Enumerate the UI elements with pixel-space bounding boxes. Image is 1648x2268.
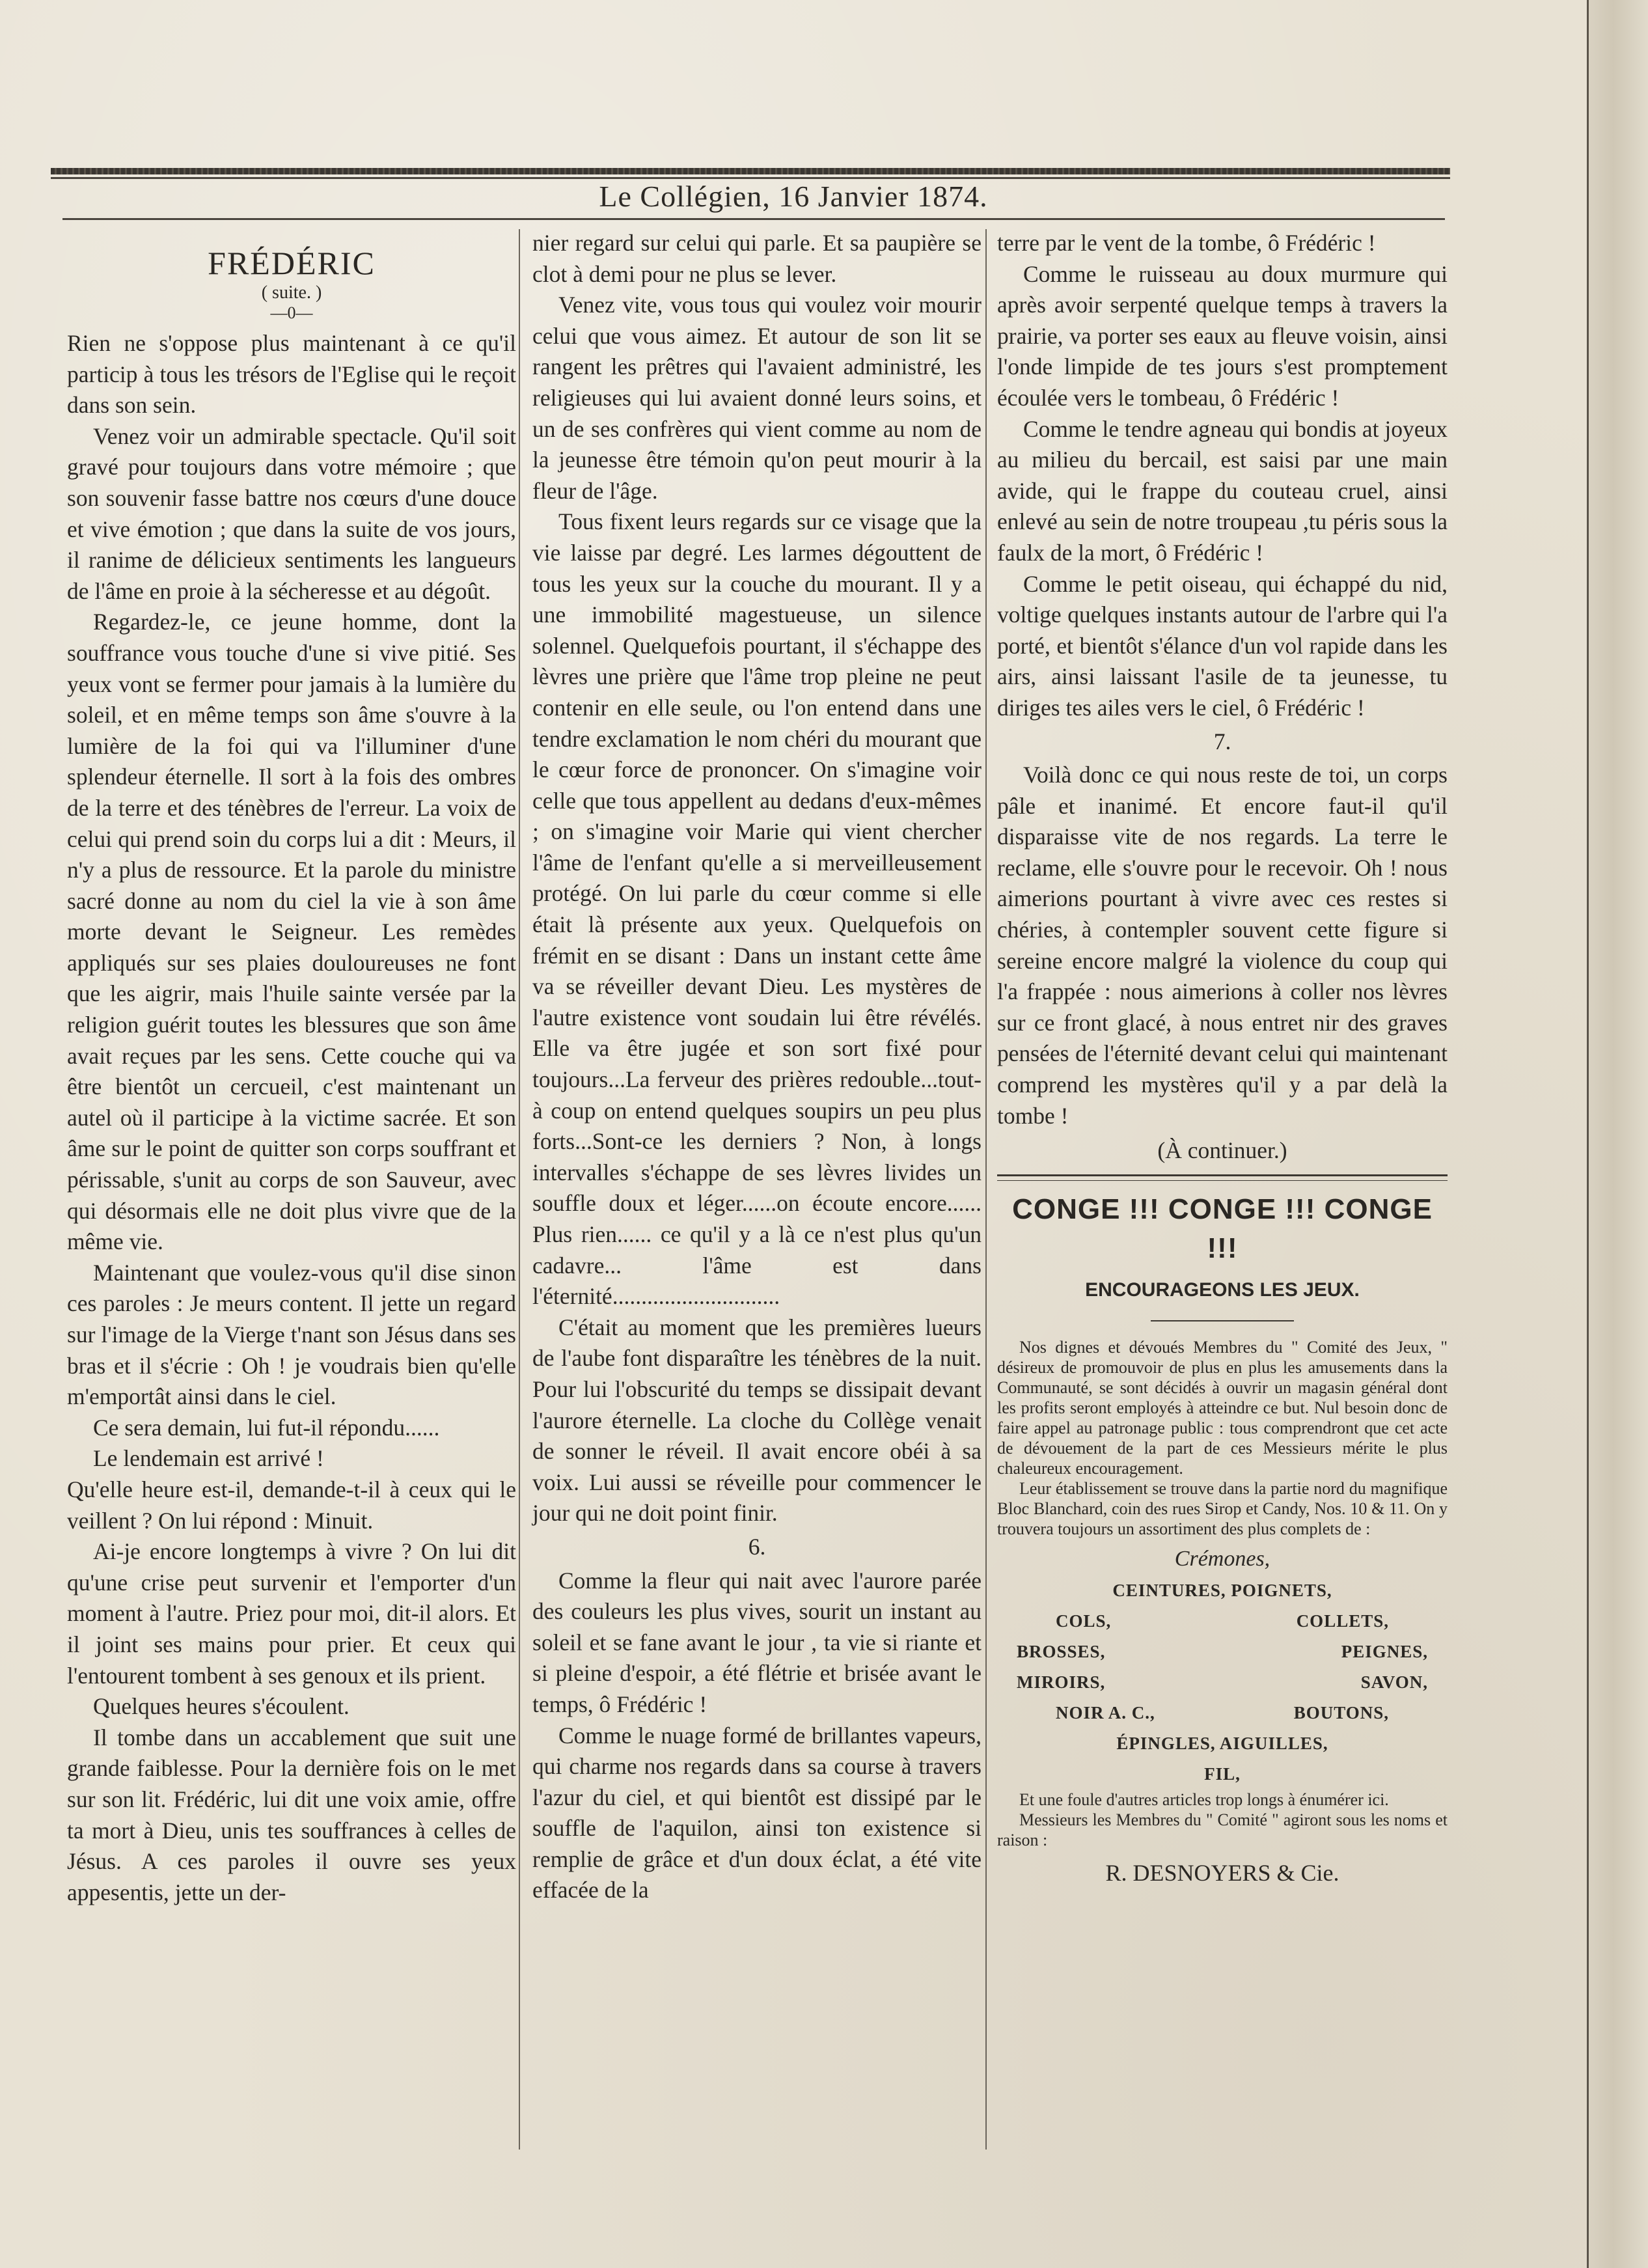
ad-paragraph: Leur établissement se trouve dans la partie nord du magnifique Bloc Blanchard, coin des rues Sirop et Candy, Nos. 10 & 11. On y trouvera toujours un assortiment des plus complets de : bbox=[997, 1478, 1448, 1538]
ad-item: SAVON, bbox=[1360, 1672, 1428, 1692]
ad-paragraph: Messieurs les Membres du " Comité " agiront sous les noms et raison : bbox=[997, 1810, 1448, 1849]
ad-item: NOIR A. C., bbox=[1056, 1702, 1155, 1722]
paragraph: Comme le tendre agneau qui bondis at joyeux au milieu du bercail, est saisi par une main avide, qui le frappe du couteau cruel, ainsi enlevé au sein de notre troupeau ,tu péris sous la faulx de la mort, ô Frédéric ! bbox=[997, 415, 1448, 566]
ad-top-rule bbox=[997, 1174, 1448, 1176]
column-2 bbox=[532, 228, 982, 2200]
ad-subtitle: ENCOURAGEONS LES JEUX. bbox=[1085, 1279, 1360, 1301]
paragraph: Il tombe dans un accablement que suit une grande faiblesse. Pour la dernière fois on le met sur son lit. Frédéric, lui dit une voix amie, offre ta mort à Dieu, unis tes souffrances à celles de Jésus. A ces paroles il ouvre ses yeux appesentis, jette un der- bbox=[67, 1724, 516, 1905]
paragraph: Quelques heures s'écoulent. bbox=[93, 1693, 350, 1720]
ad-signature: R. DESNOYERS & Cie. bbox=[1105, 1859, 1339, 1886]
paragraph: terre par le vent de la tombe, ô Frédéric ! bbox=[997, 230, 1376, 256]
paragraph: Comme le nuage formé de brillantes vapeurs, qui charme nos regards dans sa course à travers l'azur du ciel, et qui bientôt est dissipé par le souffle de l'aquilon, ainsi ton existence si remplie de grâce et d'un doux éclat, a été vite effacée de la bbox=[532, 1722, 982, 1903]
section-number: 6. bbox=[748, 1533, 766, 1560]
masthead-rule bbox=[62, 218, 1445, 220]
paragraph: Comme le ruisseau au doux murmure qui après avoir serpenté quelque temps à travers la prairie, va porter ses eaux au fleuve voisin, ainsi l'onde limpide de tes jours s'est promptement écoulée vers le tombeau, ô Frédéric ! bbox=[997, 260, 1448, 411]
paragraph: Voilà donc ce qui nous reste de toi, un corps pâle et inanimé. Et encore faut-il qu'il disparaisse vite de nos regards. La terre le reclame, elle s'ouvre pour le recevoir. Oh ! nous aimerions pourtant à vivre avec ces restes si chéries, à contempler souvent cette figure si sereine encore malgré la violence du coup qui l'a frappée : nous aimerions à coller nos lèvres sur ce front glacé, à nous entret nir des graves pensées de l'éternité devant celui qui maintenant comprend les mystères qu'il y a par delà la tombe ! bbox=[997, 762, 1448, 1129]
article-subtitle: ( suite. ) bbox=[261, 283, 322, 303]
top-rule bbox=[51, 168, 1450, 174]
ad-title: CONGE !!! CONGE !!! CONGE !!! bbox=[1012, 1193, 1433, 1264]
paragraph: Le lendemain est arrivé ! bbox=[93, 1445, 324, 1472]
to-be-continued: (À continuer.) bbox=[1157, 1137, 1287, 1164]
column-separator bbox=[519, 229, 520, 2150]
ad-paragraph: Nos dignes et dévoués Membres du " Comité des Jeux, " désireux de promouvoir de plus en plus les amusements dans la Communauté, se sont décidés à ouvrir un magasin général dont les profits seront employés à atteindre ce but. Nul besoin donc de faire appel au patronage public : tous comprendront que cet acte de dévouement de la part de ces Messieurs mérite le plus chaleureux encouragement. bbox=[997, 1337, 1448, 1478]
paragraph: Regardez-le, ce jeune homme, dont la souffrance vous touche d'une si vive pitié. Ses yeux vont se fermer pour jamais à la lumière du soleil, et en même temps son âme s'ouvre à la lumière de la foi qui va l'illuminer d'une splendeur éternelle. Il sort à la fois des ombres de la terre et des ténèbres de l'erreur. La voix de celui qui prend soin du corps lui a dit : Meurs, il n'y a plus de ressource. Et la parole du ministre sacré donne au nom du ciel la vie à son âme morte devant le Seigneur. Les remèdes appliqués sur ses plaies douloureuses ne font que les aigrir, mais l'huile sainte versée par la religion guérit toutes les blessures que son âme avait reçues par les sens. Cette couche qui va être bientôt un cercueil, c'est maintenant un autel où il participe à la victime sacrée. Et son âme sur le point de quitter son corps souffrant et périssable, s'unit au corps de son Sauveur, avec qui désormais elle ne doit plus vivre que de la même vie. bbox=[67, 609, 516, 1255]
paragraph: Ce sera demain, lui fut-il répondu...... bbox=[93, 1414, 440, 1441]
ad-item: BROSSES, bbox=[1017, 1641, 1106, 1661]
paragraph: Qu'elle heure est-il, demande-t-il à ceux qui le veillent ? On lui répond : Minuit. bbox=[67, 1476, 516, 1534]
paragraph: Venez voir un admirable spectacle. Qu'il soit gravé pour toujours dans votre mémoire ; que son souvenir fasse battre nos cœurs d'une douce et vive émotion ; que dans la suite de vos jours, il ranime de délicieux sentiments les langueurs de l'âme en proie à la sécheresse et au dégoût. bbox=[67, 422, 516, 604]
paragraph: Comme le petit oiseau, qui échappé du nid, voltige quelques instants autour de l'arbre qui l'a porté, et bientôt s'élance d'un vol rapide dans les airs, ainsi laissant l'asile de ta jeunesse, tu diriges tes ailes vers le ciel, ô Frédéric ! bbox=[997, 570, 1448, 721]
paragraph: Rien ne s'oppose plus maintenant à ce qu'il particip à tous les trésors de l'Eglise qui le reçoit dans son sein. bbox=[67, 330, 516, 419]
article-title: FRÉDÉRIC bbox=[208, 245, 376, 281]
ad-item-list bbox=[997, 1575, 1448, 1790]
paragraph: Maintenant que voulez-vous qu'il dise sinon ces paroles : Je meurs content. Il jette un regard sur l'image de la Vierge t'nant son Jésus dans ses bras et il s'écrie : Oh ! je voudrais bien qu'elle m'emportât ainsi dans le ciel. bbox=[67, 1259, 516, 1410]
ad-featured-item: Crémones, bbox=[1174, 1546, 1270, 1571]
paragraph: Tous fixent leurs regards sur ce visage que la vie laisse par degré. Les larmes dégouttent de tous les yeux sur la couche du mourant. Il y a une immobilité magestueuse, un silence solennel. Quelquefois pourtant, il s'échappe des lèvres une prière que l'âme trop pleine ne peut contenir en elle seule, ou l'on entend dans une tendre exclamation le nom chéri du mourant que le cœur force de prononcer. On s'imagine voir celle que tous appellent au dedans d'eux-mêmes ; on s'imagine voir Marie qui vient chercher l'âme de l'enfant qu'elle a si merveilleusement protégé. On lui parle du cœur comme si elle était là présente aux yeux. Quelquefois on frémit en se disant : Dans un instant cette âme va se réveiller devant Dieu. Les mystères de l'autre existence vont soudain lui être révélés. Elle va être jugée et son sort fixé pour toujours...La ferveur des prières redouble...tout-à coup on entend quelques soupirs un peu plus forts...Sont-ce les derniers ? Non, à longs intervalles s'échappe de ses lèvres livides un souffle doux et léger......on écoute encore...... Plus rien...... ce qu'il y a là ce n'est plus qu'un cadavre... l'âme est dans l'éternité............................. bbox=[532, 508, 982, 1310]
column-3 bbox=[997, 228, 1448, 2200]
paragraph: Comme la fleur qui nait avec l'aurore parée des couleurs les plus vives, sourit un instant au soleil et se fane avant le jour , ta vie si riante et si pleine d'espoir, a été flétrie et brisée avant le temps, ô Frédéric ! bbox=[532, 1567, 982, 1717]
ad-item: FIL, bbox=[1204, 1763, 1241, 1784]
ad-item: COLLETS, bbox=[1296, 1611, 1389, 1631]
column-separator bbox=[985, 229, 987, 2150]
page-edge bbox=[1587, 0, 1648, 2268]
ad-top-rule-thin bbox=[997, 1180, 1448, 1181]
ad-paragraph: Et une foule d'autres articles trop longs à énumérer ici. bbox=[1019, 1790, 1389, 1809]
article-ornament: —0— bbox=[270, 303, 313, 322]
ad-body bbox=[997, 1337, 1448, 1539]
paragraph: Ai-je encore longtemps à vivre ? On lui dit qu'une crise peut survenir et l'emporter d'un moment à l'autre. Priez pour moi, dit-il alors. Et il joint ses mains pour prier. Et ceux qui l'entourent tombent à ses genoux et ils prient. bbox=[67, 1538, 516, 1689]
paragraph: C'était au moment que les premières lueurs de l'aube font disparaître les ténèbres de la nuit. Pour lui l'obscurité du temps se dissipait devant l'aurore éternelle. La cloche du Collège venait de sonner le réveil. Il avait encore obéi à sa voix. Lui aussi se réveille pour commencer le jour qui ne doit point finir. bbox=[532, 1314, 982, 1527]
ad-item: BOUTONS, bbox=[1293, 1702, 1389, 1722]
ad-item: COLS, bbox=[1056, 1611, 1112, 1631]
section-number: 7. bbox=[1213, 728, 1231, 754]
paragraph: Venez vite, vous tous qui voulez voir mourir celui que vous aimez. Et autour de son lit se rangent les prêtres qui l'avaient administré, les religieuses qui lui avaient donné leurs soins, et un de ses confrères qui vient comme au nom de la jeunesse être témoin qu'on peut mourir à la fleur de l'âge. bbox=[532, 292, 982, 504]
column-1 bbox=[67, 228, 516, 2200]
ad-footer bbox=[997, 1790, 1448, 1850]
ad-item: CEINTURES, POIGNETS, bbox=[1112, 1580, 1332, 1600]
ad-divider bbox=[1151, 1320, 1294, 1321]
ad-item: PEIGNES, bbox=[1341, 1641, 1428, 1661]
paragraph: nier regard sur celui qui parle. Et sa paupière se clot à demi pour ne plus se lever. bbox=[532, 230, 982, 287]
ad-item: MIROIRS, bbox=[1017, 1672, 1106, 1692]
masthead: Le Collégien, 16 Janvier 1874. bbox=[599, 180, 988, 213]
ad-item: ÉPINGLES, AIGUILLES, bbox=[1116, 1733, 1328, 1753]
